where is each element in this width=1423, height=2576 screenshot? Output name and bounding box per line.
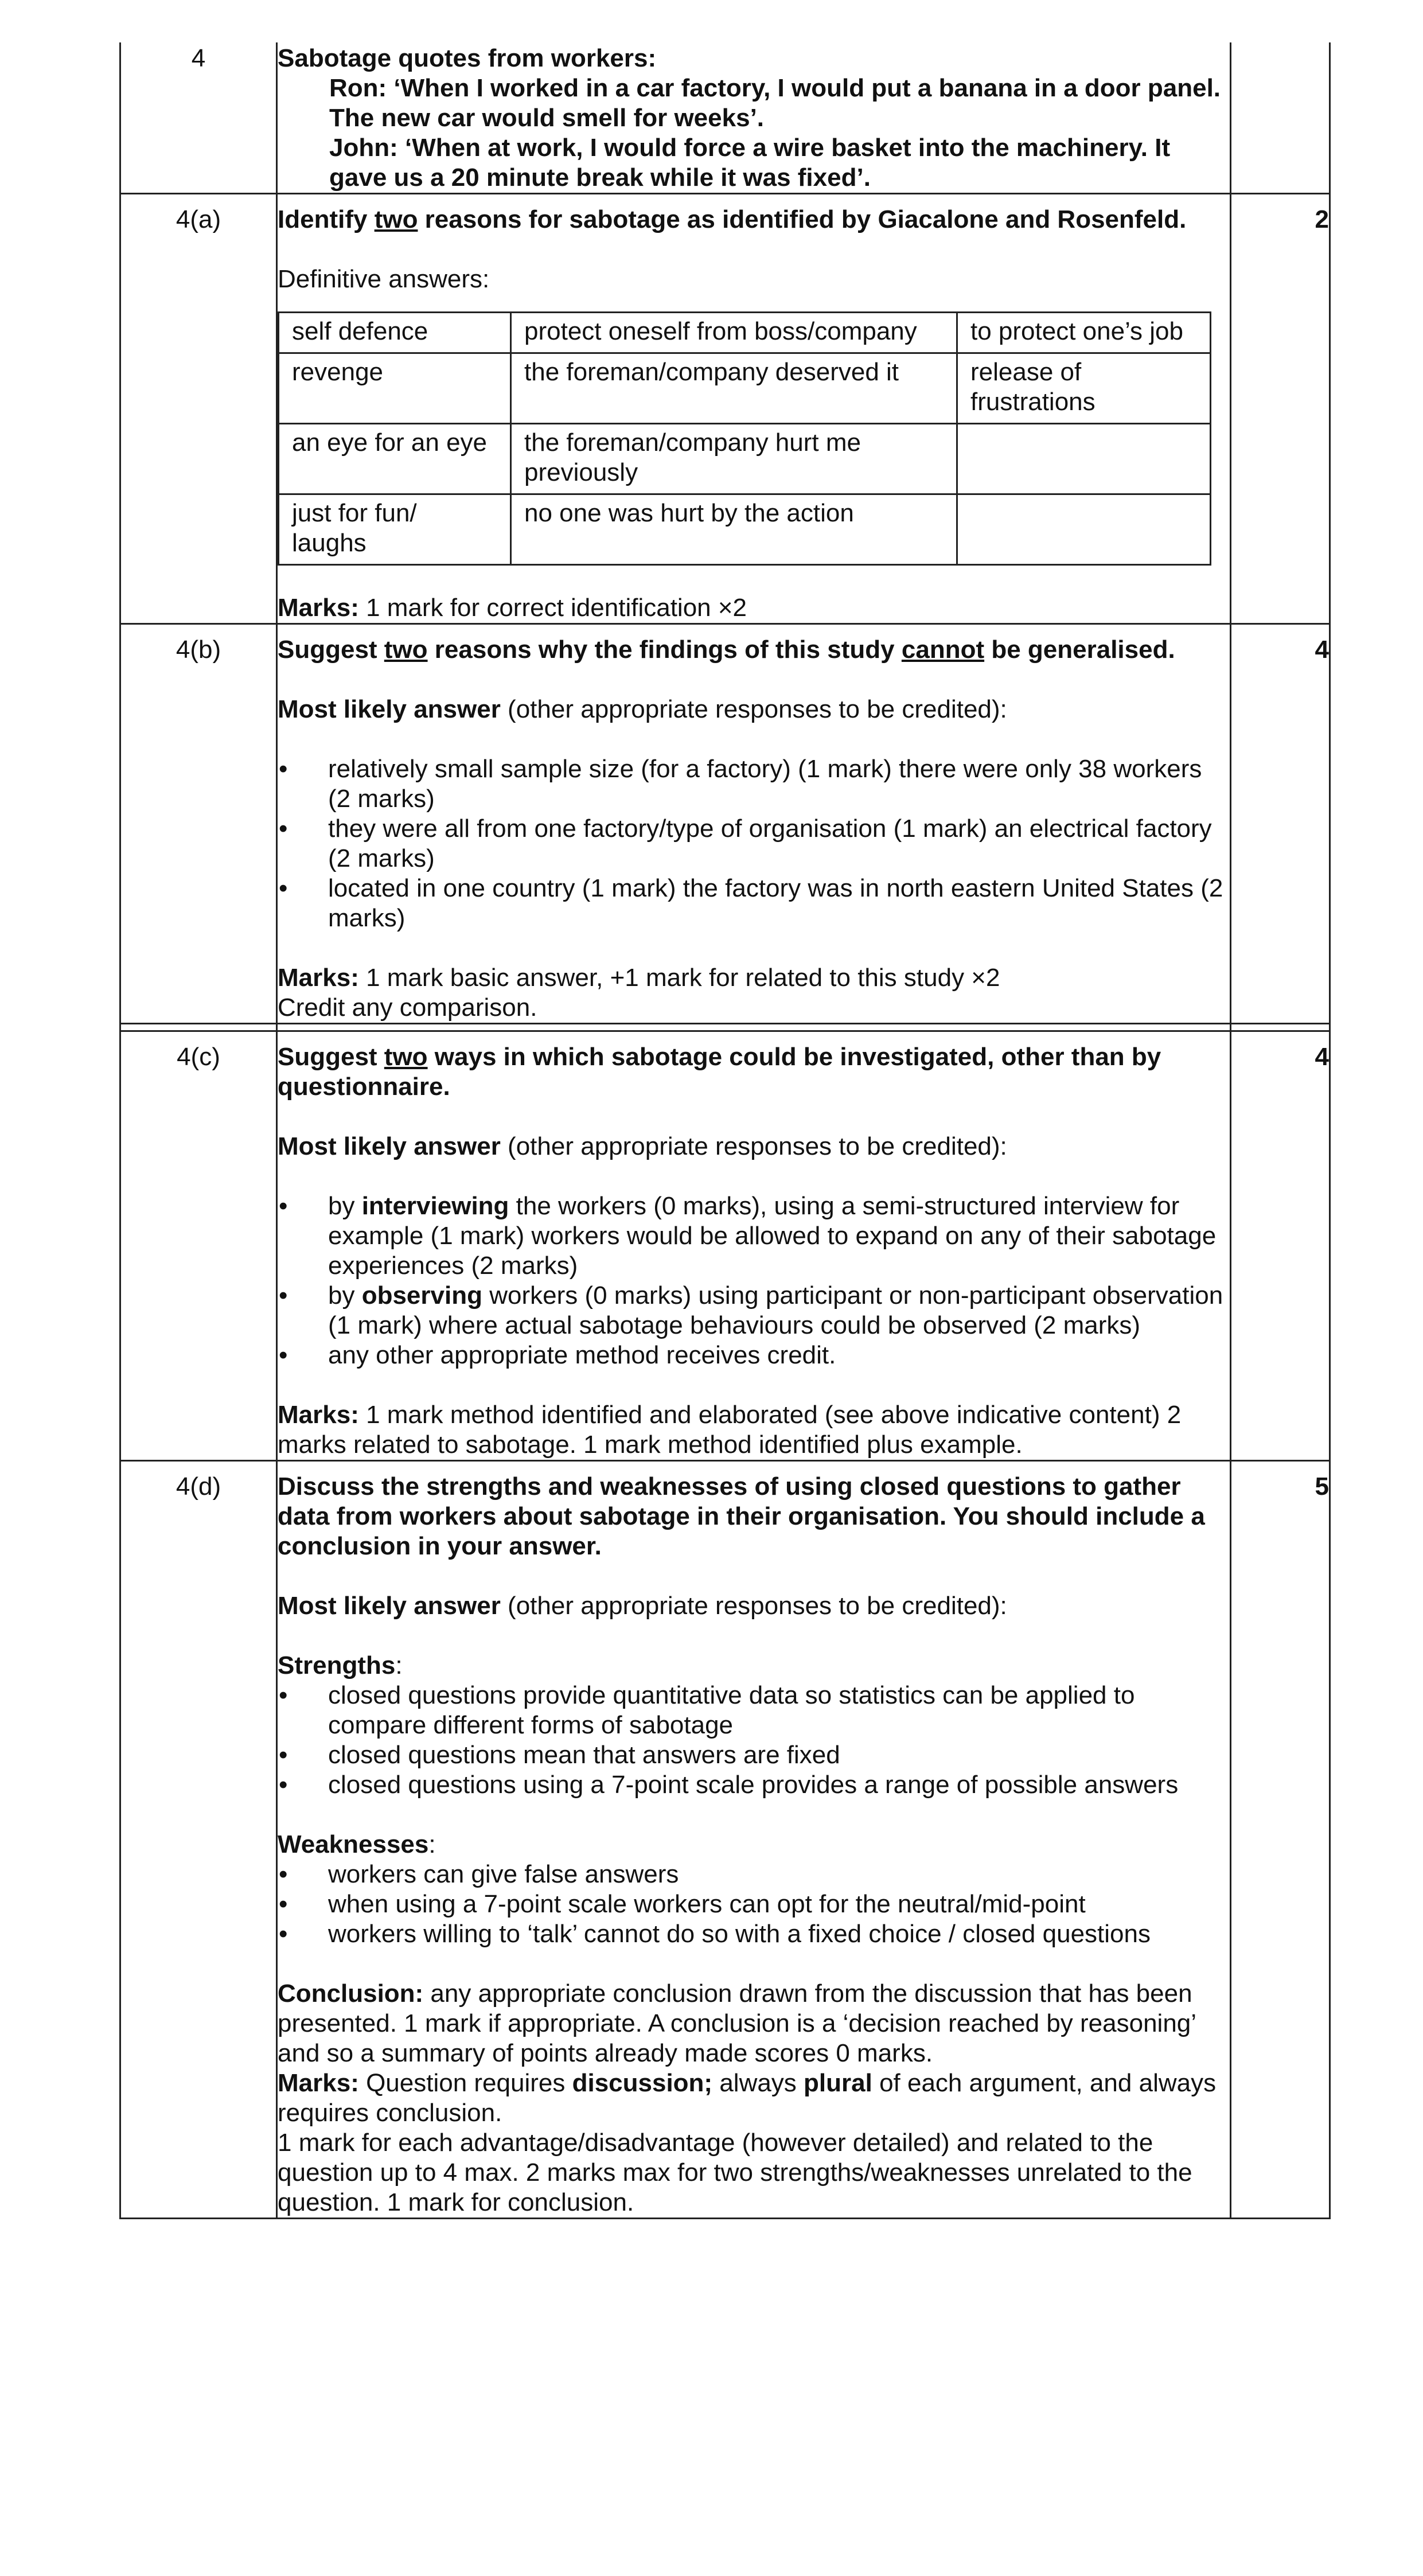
marks-value: 4 — [1315, 1043, 1329, 1071]
mark-scheme-table — [119, 42, 1331, 2219]
quote-ron: Ron: ‘When I worked in a car factory, I would put a banana in a door panel. The new car would smell for weeks’. — [329, 74, 1221, 132]
question-number: 4 — [191, 44, 206, 72]
list-item: • relatively small sample size (for a factory) (1 mark) there were only 38 workers (2 marks) — [278, 754, 1230, 814]
answers-row — [279, 353, 1211, 424]
marks-cell — [1231, 624, 1330, 1024]
weaknesses-heading: Weaknesses: — [278, 1830, 436, 1858]
row-4a — [120, 194, 1330, 624]
question-number-cell — [120, 624, 277, 1024]
answers-cell: protect oneself from boss/company — [511, 313, 957, 353]
marks-guidance: Marks: 1 mark for correct identification ×2 — [278, 594, 747, 622]
marks-cell — [1231, 42, 1330, 194]
row-4b — [120, 624, 1330, 1024]
answers-cell: no one was hurt by the action — [511, 494, 957, 565]
marks-cell — [1231, 1031, 1330, 1461]
answers-cell: release of frustrations — [957, 353, 1211, 424]
list-item: • they were all from one factory/type of organisation (1 mark) an electrical factory (2 marks) — [278, 814, 1230, 874]
conclusion-guidance: Conclusion: any appropriate conclusion drawn from the discussion that has been presented. 1 mark if appropriate. A conclusion is a ‘decision reached by reasoning’ and so a summary of points already made scores 0 marks. — [278, 1979, 1196, 2067]
answers-cell: the foreman/company deserved it — [511, 353, 957, 424]
marks-value: 4 — [1315, 636, 1329, 664]
row-separator — [120, 1024, 1330, 1031]
answers-row — [279, 424, 1211, 494]
list-item: • located in one country (1 mark) the factory was in north eastern United States (2 marks) — [278, 874, 1230, 933]
question-number: 4(d) — [176, 1472, 221, 1501]
marks-guidance: Marks: 1 mark basic answer, +1 mark for related to this study ×2 — [278, 964, 1000, 992]
marks-guidance: Marks: 1 mark method identified and elaborated (see above indicative content) 2 marks related to sabotage. 1 mark method identified plus example. — [278, 1401, 1182, 1459]
most-likely-answer: Most likely answer (other appropriate responses to be credited): — [278, 1592, 1007, 1620]
list-item: • by interviewing the workers (0 marks), using a semi-structured interview for example (1 mark) workers would be allowed to expand on any of their sabotage experiences (2 marks) — [278, 1191, 1230, 1281]
answers-row — [279, 494, 1211, 565]
question-body-cell — [277, 1461, 1231, 2219]
quote-john: John: ‘When at work, I would force a wire basket into the machinery. It gave us a 20 minute break while it was fixed’. — [329, 134, 1171, 192]
list-item: • any other appropriate method receives credit. — [278, 1340, 1230, 1370]
answers-cell: revenge — [279, 353, 511, 424]
marks-value: 5 — [1315, 1472, 1329, 1501]
question-text: Suggest two reasons why the findings of this study cannot be generalised. — [278, 636, 1175, 664]
question-number-cell — [120, 1461, 277, 2219]
list-item: • workers willing to ‘talk’ cannot do so with a fixed choice / closed questions — [278, 1919, 1230, 1949]
question-number: 4(b) — [176, 636, 221, 664]
list-item: • workers can give false answers — [278, 1860, 1230, 1889]
answers-cell: an eye for an eye — [279, 424, 511, 494]
question-text: Discuss the strengths and weaknesses of using closed questions to gather data from workers about sabotage in their organisation. You should include a conclusion in your answer. — [278, 1472, 1205, 1560]
marks-cell — [1231, 1461, 1330, 2219]
answers-cell — [957, 424, 1211, 494]
stimulus-heading: Sabotage quotes from workers: — [278, 44, 657, 72]
question-text: Identify two reasons for sabotage as identified by Giacalone and Rosenfeld. — [278, 205, 1187, 233]
question-text: Suggest two ways in which sabotage could be investigated, other than by questionnaire. — [278, 1043, 1161, 1101]
marks-guidance: Marks: Question requires discussion; always plural of each argument, and always requires conclusion. — [278, 2069, 1217, 2127]
row-4c — [120, 1031, 1330, 1461]
question-number: 4(c) — [177, 1043, 220, 1071]
list-item: • closed questions provide quantitative data so statistics can be applied to compare different forms of sabotage — [278, 1681, 1230, 1740]
answers-cell: just for fun/ laughs — [279, 494, 511, 565]
strengths-heading: Strengths: — [278, 1651, 403, 1679]
answer-list — [278, 1191, 1230, 1370]
answers-table — [278, 311, 1211, 566]
weaknesses-list — [278, 1860, 1230, 1949]
marks-cell — [1231, 194, 1330, 624]
final-guidance: 1 mark for each advantage/disadvantage (however detailed) and related to the question up to 4 max. 2 marks max for two strengths/weaknesses unrelated to the question. 1 mark for conclusion. — [278, 2129, 1192, 2216]
question-body-cell — [277, 624, 1231, 1024]
question-body-cell — [277, 194, 1231, 624]
question-body-cell — [277, 42, 1231, 194]
answer-list — [278, 754, 1230, 933]
list-item: • closed questions using a 7-point scale provides a range of possible answers — [278, 1770, 1230, 1800]
credit-note: Credit any comparison. — [278, 993, 537, 1022]
most-likely-answer: Most likely answer (other appropriate responses to be credited): — [278, 695, 1007, 723]
answers-cell: the foreman/company hurt me previously — [511, 424, 957, 494]
row-4d — [120, 1461, 1330, 2219]
answers-cell: to protect one’s job — [957, 313, 1211, 353]
question-number-cell — [120, 42, 277, 194]
answers-cell — [957, 494, 1211, 565]
list-item: • closed questions mean that answers are fixed — [278, 1740, 1230, 1770]
question-body-cell — [277, 1031, 1231, 1461]
strengths-list — [278, 1681, 1230, 1800]
marks-value: 2 — [1315, 205, 1329, 233]
marks-value — [1231, 42, 1329, 44]
answers-cell: self defence — [279, 313, 511, 353]
list-item: • when using a 7-point scale workers can opt for the neutral/mid-point — [278, 1889, 1230, 1919]
answers-row — [279, 313, 1211, 353]
question-number-cell — [120, 194, 277, 624]
most-likely-answer: Most likely answer (other appropriate responses to be credited): — [278, 1132, 1007, 1160]
list-item: • by observing workers (0 marks) using participant or non-participant observation (1 mark) where actual sabotage behaviours could be observed (2 marks) — [278, 1281, 1230, 1340]
question-number: 4(a) — [176, 205, 221, 233]
question-number-cell — [120, 1031, 277, 1461]
row-4 — [120, 42, 1330, 194]
answers-intro: Definitive answers: — [278, 265, 490, 293]
